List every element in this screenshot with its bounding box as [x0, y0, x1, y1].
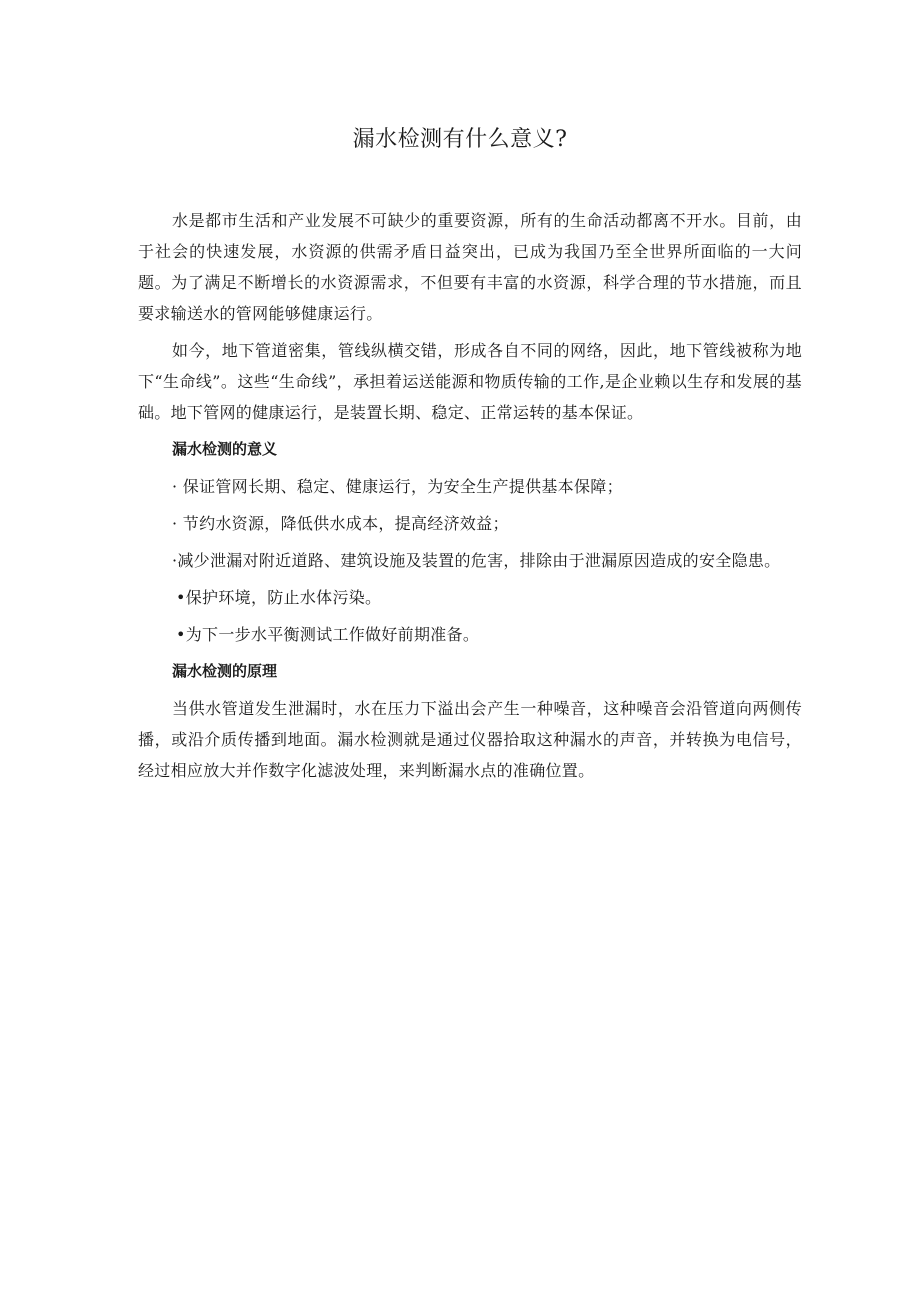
significance-bullet-4: •保护环境，防止水体污染。	[176, 588, 382, 607]
significance-heading: 漏水检测的意义	[172, 440, 278, 458]
document-title: 漏水检测有什么意义?	[352, 127, 568, 152]
document-body	[138, 205, 802, 792]
significance-bullet-2: · 节约水资源，降低供水成本，提高经济效益；	[172, 514, 509, 533]
intro-paragraph-2: 如今，地下管道密集，管线纵横交错，形成各自不同的网络，因此，地下管线被称为地下“生命线”。这些“生命线”，承担着运送能源和物质传输的工作,是企业赖以生存和发展的基础。地下管网的健康运行，是装置长期、稳定、正常运转的基本保证。	[138, 341, 802, 422]
significance-bullet-5: •为下一步水平衡测试工作做好前期准备。	[176, 625, 480, 644]
intro-paragraph-1: 水是都市生活和产业发展不可缺少的重要资源，所有的生命活动都离不开水。目前，由于社会的快速发展，水资源的供需矛盾日益突出，已成为我国乃至全世界所面临的一大问题。为了满足不断增长的水资源需求，不但要有丰富的水资源，科学合理的节水措施，而且要求输送水的管网能够健康运行。	[138, 211, 802, 323]
principle-heading: 漏水检测的原理	[172, 662, 278, 680]
significance-bullet-1: · 保证管网长期、稳定、健康运行，为安全生产提供基本保障；	[172, 477, 623, 496]
principle-paragraph: 当供水管道发生泄漏时，水在压力下溢出会产生一种噪音，这种噪音会沿管道向两侧传播，或沿介质传播到地面。漏水检测就是通过仪器拾取这种漏水的声音，并转换为电信号，经过相应放大并作数字化滤波处理，来判断漏水点的准确位置。	[138, 699, 802, 780]
significance-bullet-3: ·减少泄漏对附近道路、建筑设施及装置的危害，排除由于泄漏原因造成的安全隐患。	[172, 551, 781, 570]
